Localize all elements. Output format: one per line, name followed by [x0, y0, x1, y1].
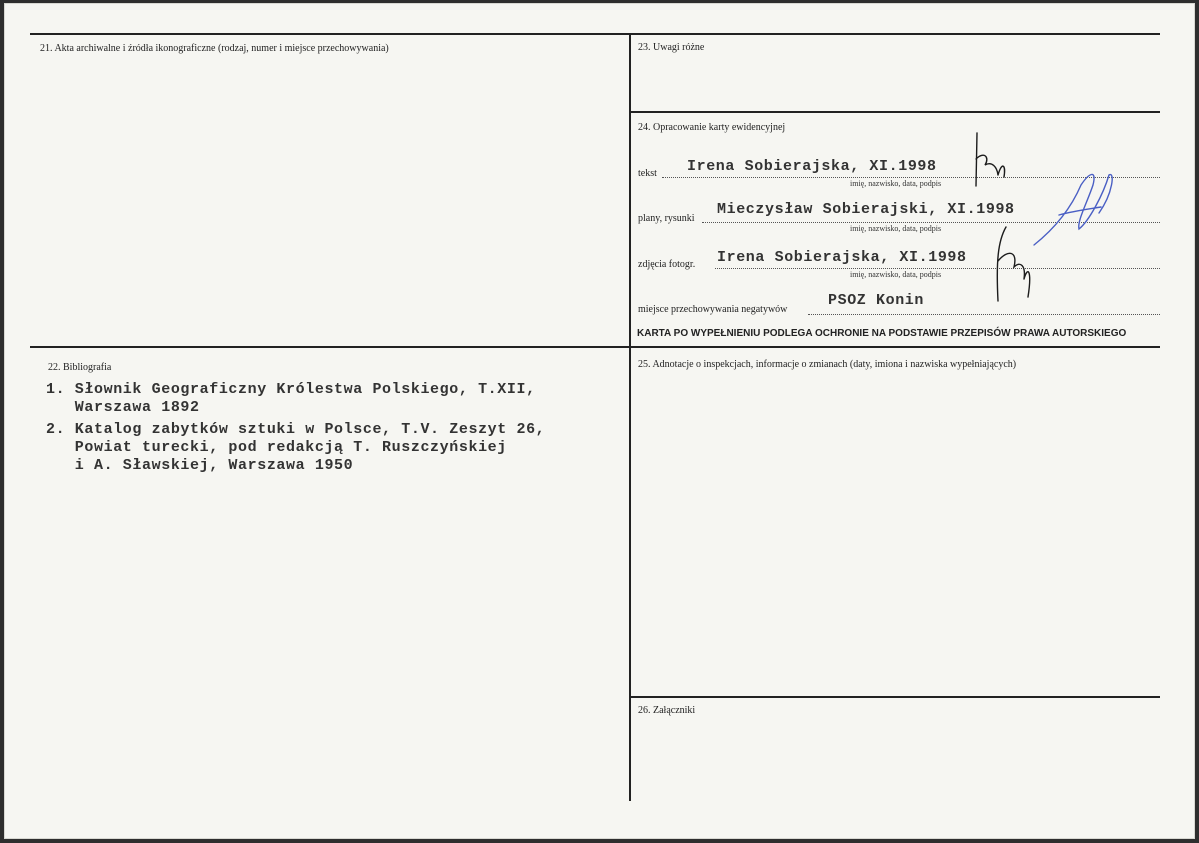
plany-hint: imię, nazwisko, data, podpis [850, 224, 942, 233]
copyright-notice: KARTA PO WYPEŁNIENIU PODLEGA OCHRONIE NA PODSTAWIE PRZEPISÓW PRAWA AUTORSKIEGO [637, 328, 1127, 339]
tekst-hint: imię, nazwisko, data, podpis [850, 179, 942, 188]
section-24-label: 24. Opracowanie karty ewidencyjnej [638, 122, 786, 133]
section-26-label: 26. Załączniki [638, 705, 696, 716]
section-23-label: 23. Uwagi różne [638, 42, 705, 53]
center-divider [629, 33, 631, 801]
bibliography-item2-line1: 2. Katalog zabytków sztuki w Polsce, T.V. Zeszyt 26, [46, 421, 546, 438]
inventory-card [4, 3, 1195, 839]
negatywy-label: miejsce przechowywania negatywów [638, 304, 788, 315]
section-22-label: 22. Bibliografia [48, 362, 112, 373]
section-21-label: 21. Akta archiwalne i źródła ikonograficzne (rodzaj, numer i miejsce przechowywania) [40, 43, 389, 54]
bibliography-item1-line2: Warszawa 1892 [46, 399, 200, 416]
rule-25-26 [630, 696, 1160, 698]
signature-plany [1029, 163, 1119, 253]
zdjecia-value: Irena Sobierajska, XI.1998 [717, 249, 967, 266]
signature-tekst [964, 131, 1014, 191]
plany-label: plany, rysunki [638, 213, 695, 224]
section-25-label: 25. Adnotacje o inspekcjach, informacje o zmianach (daty, imiona i nazwiska wypełniających) [638, 359, 1017, 370]
middle-rule [30, 346, 1160, 348]
bibliography-item1-line1: 1. Słownik Geograficzny Królestwa Polskiego, T.XII, [46, 381, 536, 398]
bibliography-item2-line3: i A. Sławskiej, Warszawa 1950 [46, 457, 354, 474]
zdjecia-label: zdjęcia fotogr. [638, 259, 696, 270]
top-rule [30, 33, 1160, 35]
negatywy-value: PSOZ Konin [828, 292, 925, 309]
bibliography-item2-line2: Powiat turecki, pod redakcją T. Ruszczyńskiej [46, 439, 507, 456]
tekst-label: tekst [638, 168, 657, 179]
rule-23-24 [630, 111, 1160, 113]
zdjecia-dotted-line [715, 268, 1160, 269]
tekst-value: Irena Sobierajska, XI.1998 [687, 158, 937, 175]
signature-zdjecia [984, 221, 1034, 311]
zdjecia-hint: imię, nazwisko, data, podpis [850, 270, 942, 279]
plany-value: Mieczysław Sobierajski, XI.1998 [717, 201, 1015, 218]
negatywy-dotted-line [808, 314, 1160, 315]
